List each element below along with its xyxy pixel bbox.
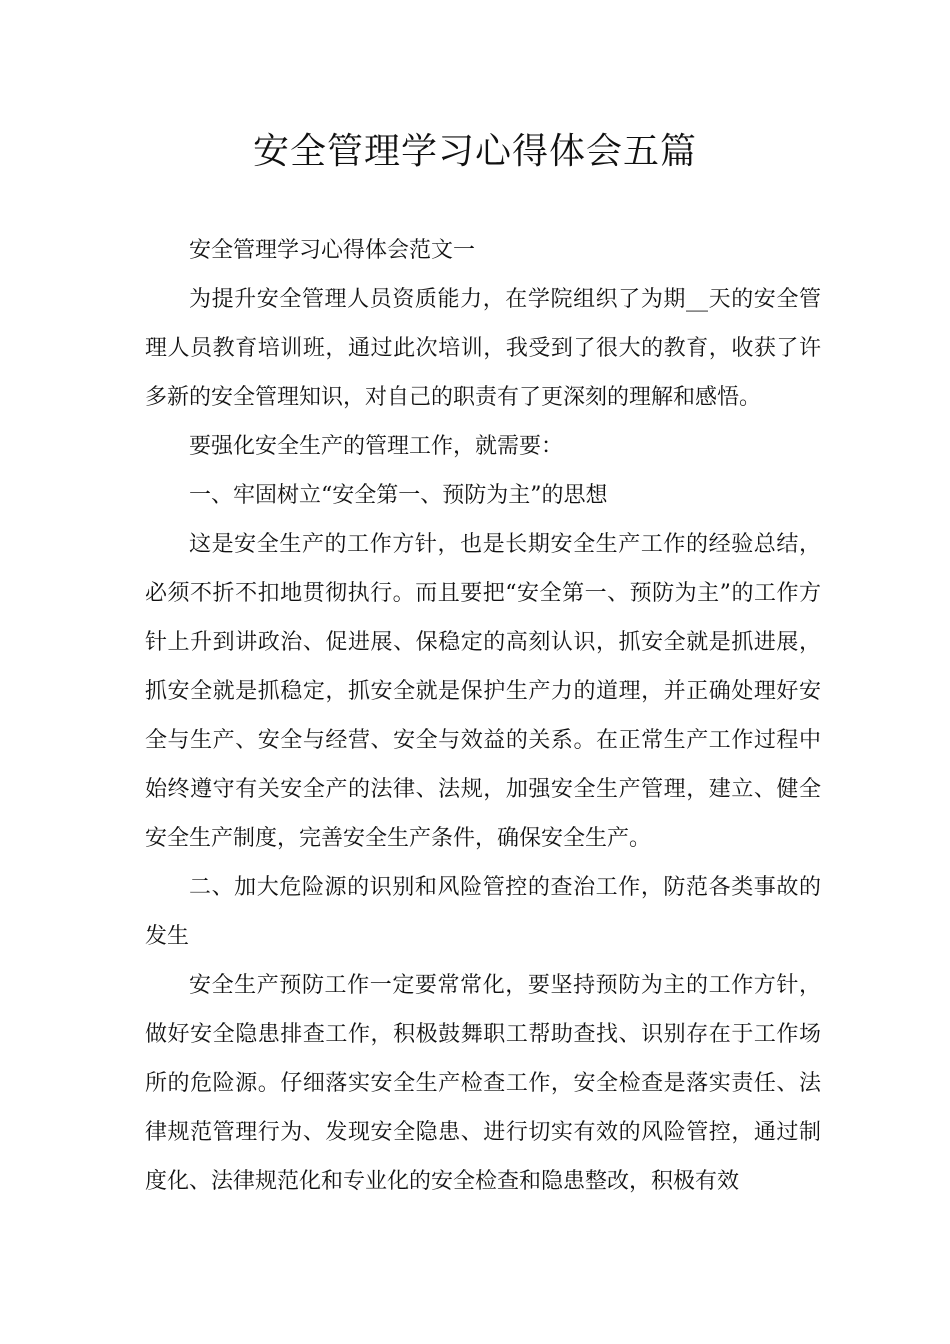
- section-heading-two: 二、加大危险源的识别和风险管控的查治工作，防范各类事故的发生: [145, 875, 821, 949]
- document-title: 安全管理学习心得体会五篇: [252, 131, 697, 172]
- paragraph-section-two: 安全生产预防工作一定要常常化，要坚持预防为主的工作方针，做好安全隐患排查工作，积极鼓舞职工帮助查找、识别存在于工作场所的危险源。仔细落实安全生产检查工作，安全检查是落实责任、法律规范管理行为、发现安全隐患、进行切实有效的风险管控，通过制度化、法律规范化和专业化的安全检查和隐患整改，积极有效: [145, 973, 821, 1194]
- paragraph-section-one: 这是安全生产的工作方针，也是长期安全生产工作的经验总结，必须不折不扣地贯彻执行。而且要把“安全第一、预防为主”的工作方针上升到讲政治、促进展、保稳定的高刻认识，抓安全就是抓进展，抓安全就是抓稳定，抓安全就是保护生产力的道理，并正确处理好安全与生产、安全与经营、安全与效益的关系。在正常生产工作过程中始终遵守有关安全产的法律、法规，加强安全生产管理，建立、健全安全生产制度，完善安全生产条件，确保安全生产。: [145, 532, 821, 851]
- paragraph-intro: 为提升安全管理人员资质能力，在学院组织了为期__天的安全管理人员教育培训班，通过此次培训，我受到了很大的教育，收获了许多新的安全管理知识，对自己的职责有了更深刻的理解和感悟。: [145, 287, 821, 410]
- paragraph-subtitle: 安全管理学习心得体会范文一: [189, 238, 476, 263]
- paragraph-requirement: 要强化安全生产的管理工作，就需要：: [189, 434, 564, 459]
- section-heading-one: 一、牢固树立“安全第一、预防为主”的思想: [189, 483, 608, 508]
- document-body: [145, 226, 821, 1206]
